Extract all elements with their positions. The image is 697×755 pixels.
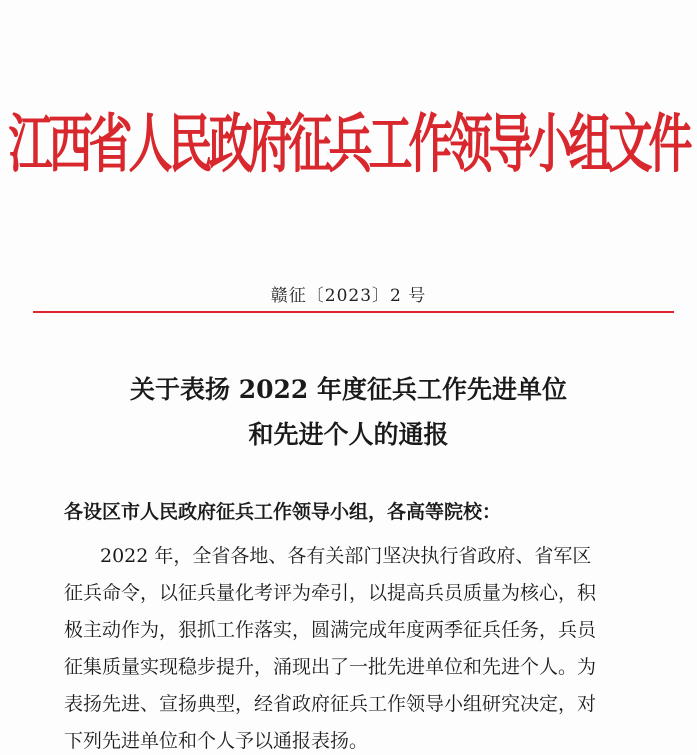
notice-title-line-2: 和先进个人的通报 <box>248 420 449 449</box>
body-paragraph-line: 2022 年，全省各地、各有关部门坚决执行省政府、省军区 <box>100 545 592 567</box>
salutation: 各设区市人民政府征兵工作领导小组，各高等院校： <box>64 501 502 523</box>
body-paragraph-line: 极主动作为，狠抓工作落实，圆满完成年度两季征兵任务，兵员 <box>64 619 597 641</box>
document-number: 赣征〔2023〕2 号 <box>270 286 427 306</box>
body-paragraph-line: 下列先进单位和个人予以通报表扬。 <box>64 730 369 752</box>
red-divider-line <box>33 311 674 313</box>
notice-title-line-1: 关于表扬 2022 年度征兵工作先进单位 <box>130 375 567 404</box>
body-paragraph-line: 表扬先进、宣扬典型，经省政府征兵工作领导小组研究决定，对 <box>64 693 597 715</box>
document-header-title: 江西省人民政府征兵工作领导小组文件 <box>8 107 689 182</box>
body-paragraph-line: 征集质量实现稳步提升，涌现出了一批先进单位和先进个人。为 <box>64 656 597 678</box>
body-paragraph-line: 征兵命令，以征兵量化考评为牵引，以提高兵员质量为核心，积 <box>64 582 597 604</box>
